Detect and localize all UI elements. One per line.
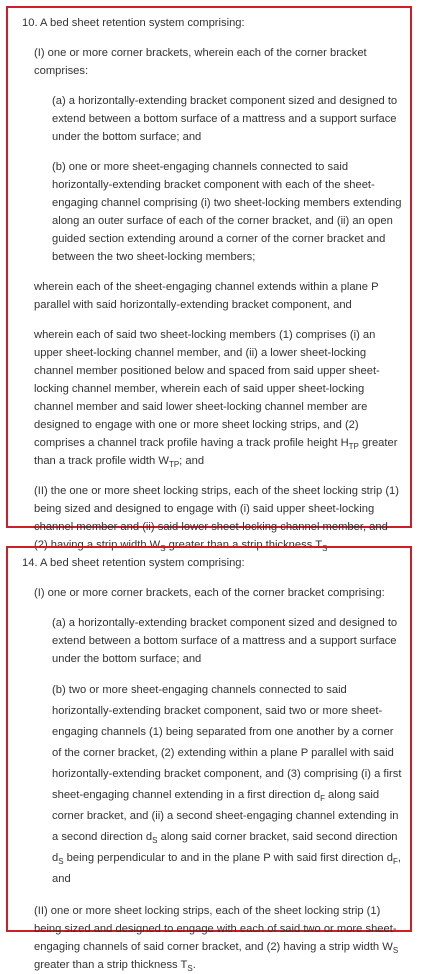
text-run: greater than a strip thickness T <box>34 959 188 971</box>
claim-10-element-II <box>34 482 402 554</box>
claim-14-element-a: (a) a horizontally-extending bracket component sized and designed to extend between a bottom surface of a mattress and a support surface under the bottom surface; and <box>52 617 398 665</box>
text-run: . <box>192 959 196 971</box>
subscript: S <box>322 544 328 553</box>
text-run: (b) two or more sheet-engaging channels connected to said horizontally-extending bracket component, said two or more sheet-engaging channels (1) being separated from one another by a corner of the corner bracket, (2) extending within a plane P parallel with said horizontally-extending bracket component, and (3) comprising (i) a first sheet-engaging channel extending in a first direction d <box>52 684 402 801</box>
text-run: greater than a track profile width W <box>34 437 398 467</box>
text-run: ; and <box>179 455 205 467</box>
text-run: (II) the one or more sheet locking strips, each of the sheet locking strip (1) being sized and designed to engage with (i) said upper sheet-locking channel member and (ii) said lower sheet-locking channel member, and (2) having a strip width W <box>34 485 400 551</box>
subscript: S <box>187 964 193 973</box>
claim-10-box <box>6 6 412 553</box>
claim-10-element-a: (a) a horizontally-extending bracket component sized and designed to extend between a bottom surface of a mattress and a support surface under the bottom surface; and <box>52 95 398 143</box>
text-run: along said corner bracket, said second direction d <box>52 831 398 864</box>
claim-14-box <box>6 546 412 973</box>
text-run: , and <box>52 852 401 885</box>
claim-10-wherein-plane: wherein each of the sheet-engaging channel extends within a plane P parallel with said horizontally-extending bracket component, and <box>34 281 379 311</box>
subscript: F <box>320 794 325 803</box>
text-run: (II) one or more sheet locking strips, each of the sheet locking strip (1) being sized and designed to engage with each of said two or more sheet-engaging channels of said corner bracket, and (2) having a strip width W <box>34 905 397 953</box>
text-run: being perpendicular to and in the plane P with said first direction d <box>63 852 393 864</box>
claim-14-element-b <box>52 680 402 890</box>
subscript: S <box>58 857 64 866</box>
claim-10-wherein-members <box>34 326 402 470</box>
claim-10-element-I: (I) one or more corner brackets, wherein each of the corner bracket comprises: <box>34 47 367 77</box>
subscript: TP <box>168 460 180 469</box>
subscript: TP <box>348 442 359 451</box>
claim-14-heading: 14. A bed sheet retention system comprising: <box>22 557 245 569</box>
subscript: S <box>160 544 166 553</box>
claim-14-element-I: (I) one or more corner brackets, each of the corner bracket comprising: <box>34 587 385 599</box>
subscript: S <box>152 836 158 845</box>
text-run: wherein each of said two sheet-locking members (1) comprises (i) an upper sheet-locking channel member, and (ii) a lower sheet-locking channel member positioned below and spaced from said upper sheet-locking channel member, wherein each of said upper sheet-locking channel member and said lower sheet-locking channel member are designed to engage with one or more sheet locking strips, and (2) comprises a channel track profile having a track profile height H <box>34 329 380 449</box>
text-run: . <box>327 539 331 551</box>
claim-10-heading: 10. A bed sheet retention system comprising: <box>22 17 245 29</box>
claim-14-element-II <box>34 902 402 974</box>
subscript: S <box>392 946 399 955</box>
subscript: F <box>393 857 398 866</box>
text-run: greater than a strip thickness T <box>165 539 323 551</box>
claim-10-element-b: (b) one or more sheet-engaging channels connected to said horizontally-extending bracket component with each of the sheet-engaging channel comprising (i) two sheet-locking members extending along an outer surface of each of the corner bracket, and (ii) an open guided section extending around a corner of the corner bracket and between the two sheet-locking members; <box>52 161 402 263</box>
text-run: along said corner bracket, and (ii) a second sheet-engaging channel extending in a second direction d <box>52 789 399 843</box>
